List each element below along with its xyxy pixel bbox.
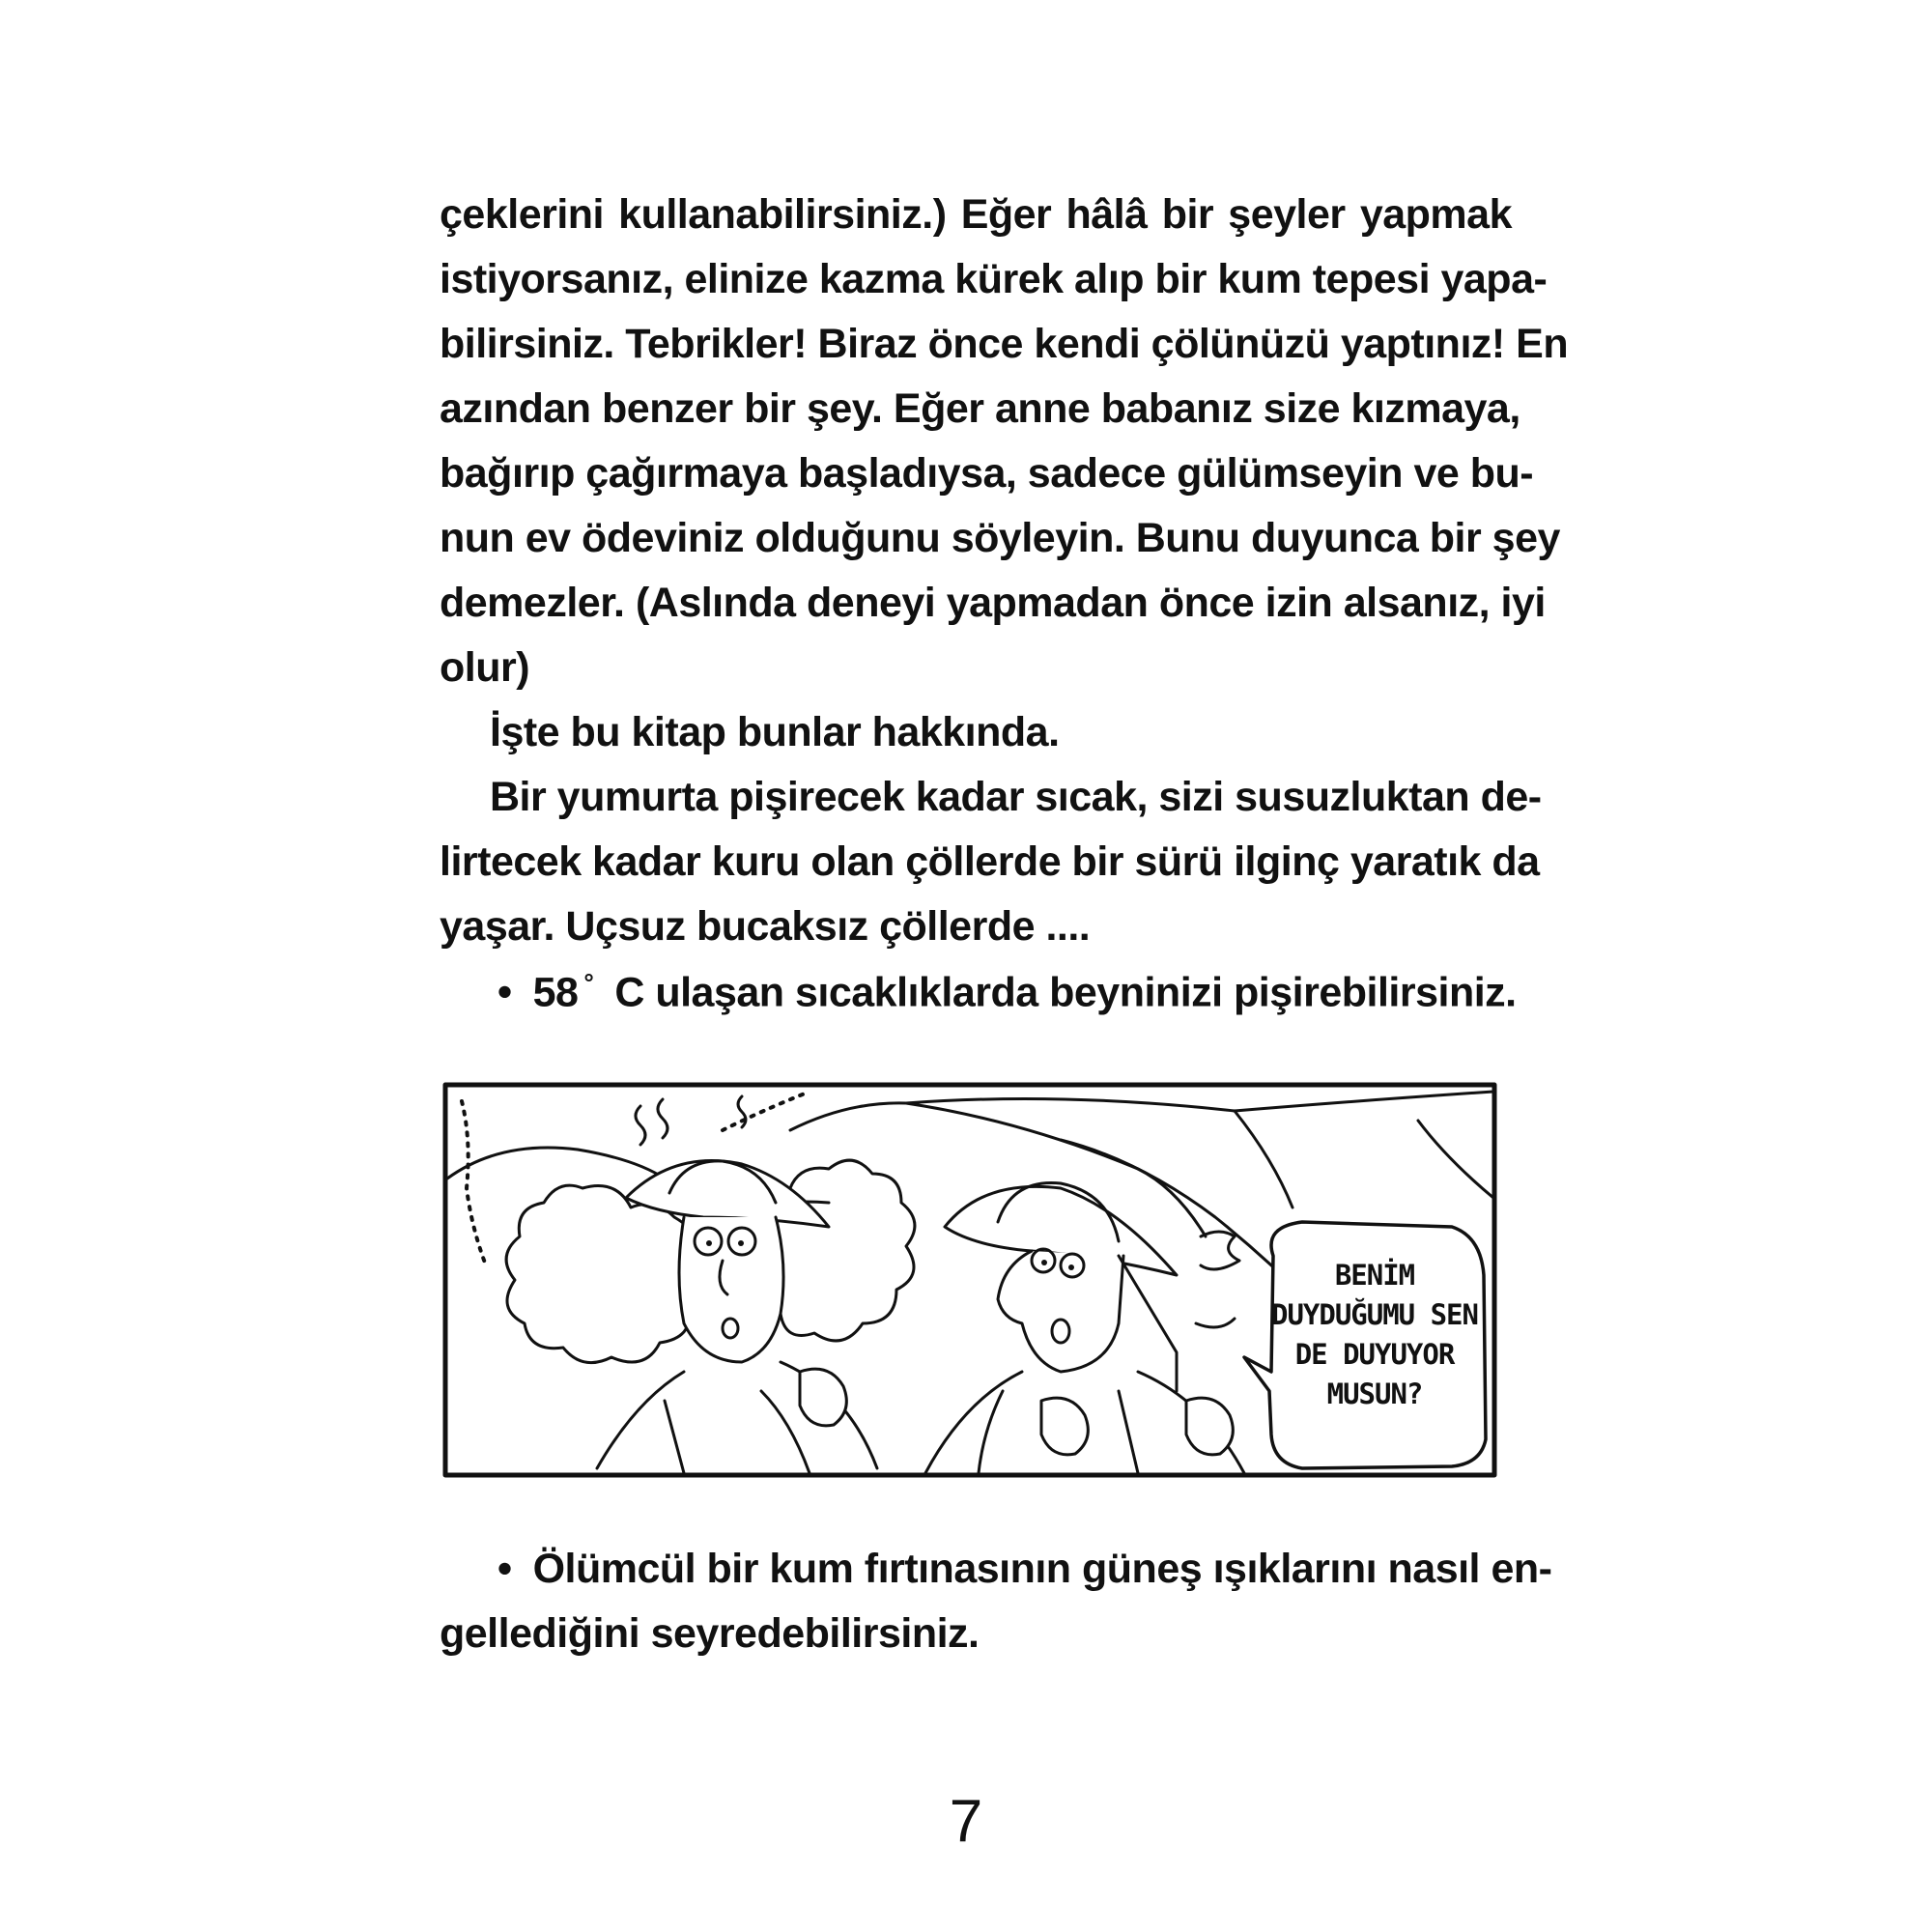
jacket-left <box>665 1391 810 1473</box>
mountain-slope <box>1418 1121 1493 1198</box>
speech-line: BENİM <box>1334 1259 1415 1292</box>
speech-line: DE DUYUYOR <box>1294 1338 1455 1371</box>
dune-dots <box>462 1101 486 1265</box>
dune-dots <box>723 1092 810 1130</box>
text-line: gellediğini seyredebilirsiniz. <box>440 1610 980 1657</box>
hand-right <box>1041 1398 1088 1455</box>
paragraph-line: İşte bu kitap bunlar hakkında. <box>490 709 1060 755</box>
text-line: istiyorsanız, elinize kazma kürek alıp bir kum tepesi yapa- <box>440 256 1548 302</box>
bullet-text: Ölümcül bir kum fırtınasının güneş ışıklarını nasıl en- <box>532 1546 1552 1592</box>
degree-sign: ° <box>583 968 594 997</box>
steam-squiggle <box>658 1099 668 1138</box>
text-line: azından benzer bir şey. Eğer anne babanız size kızmaya, <box>440 385 1520 432</box>
bullet-dot: • <box>497 969 512 1016</box>
text-line: nun ev ödeviniz olduğunu söyleyin. Bunu duyunca bir şey <box>440 515 1560 561</box>
temperature-value: 58 <box>532 969 579 1016</box>
hair-right <box>1119 1256 1177 1391</box>
bullet-item <box>497 1546 1552 1593</box>
steam-squiggle <box>636 1106 645 1145</box>
text-line: yaşar. Uçsuz bucaksız çöllerde .... <box>440 903 1091 950</box>
hill-line <box>447 1148 665 1179</box>
speech-text <box>1268 1256 1481 1414</box>
speech-line: DUYDUĞUMU SEN <box>1271 1298 1478 1331</box>
text-line: bilirsiniz. Tebrikler! Biraz önce kendi çölünüzü yaptınız! En <box>440 321 1569 367</box>
mountain-ridge <box>906 1092 1493 1111</box>
bullet-text: C ulaşan sıcaklıklarda beyninizi pişirebilirsiniz. <box>614 969 1517 1016</box>
cartoon-illustration <box>442 1082 1497 1483</box>
hat-brim-left <box>626 1161 829 1227</box>
text-line: çeklerini kullanabilirsiniz.) Eğer hâlâ bir şeyler yapmak <box>440 191 1512 238</box>
paragraph-line: Bir yumurta pişirecek kadar sıcak, sizi susuzluktan de- <box>490 774 1542 820</box>
text-line: bağırıp çağırmaya başladıysa, sadece gülümseyin ve bu- <box>440 450 1534 497</box>
bullet-item <box>497 968 1517 1016</box>
text-line: lirtecek kadar kuru olan çöllerde bir sürü ilginç yaratık da <box>440 838 1540 885</box>
sound-squiggle <box>1196 1319 1235 1327</box>
text-line: demezler. (Aslında deneyi yapmadan önce izin alsanız, iyi <box>440 580 1546 626</box>
text-line: olur) <box>440 644 530 691</box>
bullet-dot: • <box>497 1546 512 1592</box>
speech-line: MUSUN? <box>1326 1378 1423 1410</box>
mountain-slope <box>1235 1111 1293 1208</box>
page-number: 7 <box>949 1788 983 1855</box>
hand-left <box>800 1369 846 1426</box>
